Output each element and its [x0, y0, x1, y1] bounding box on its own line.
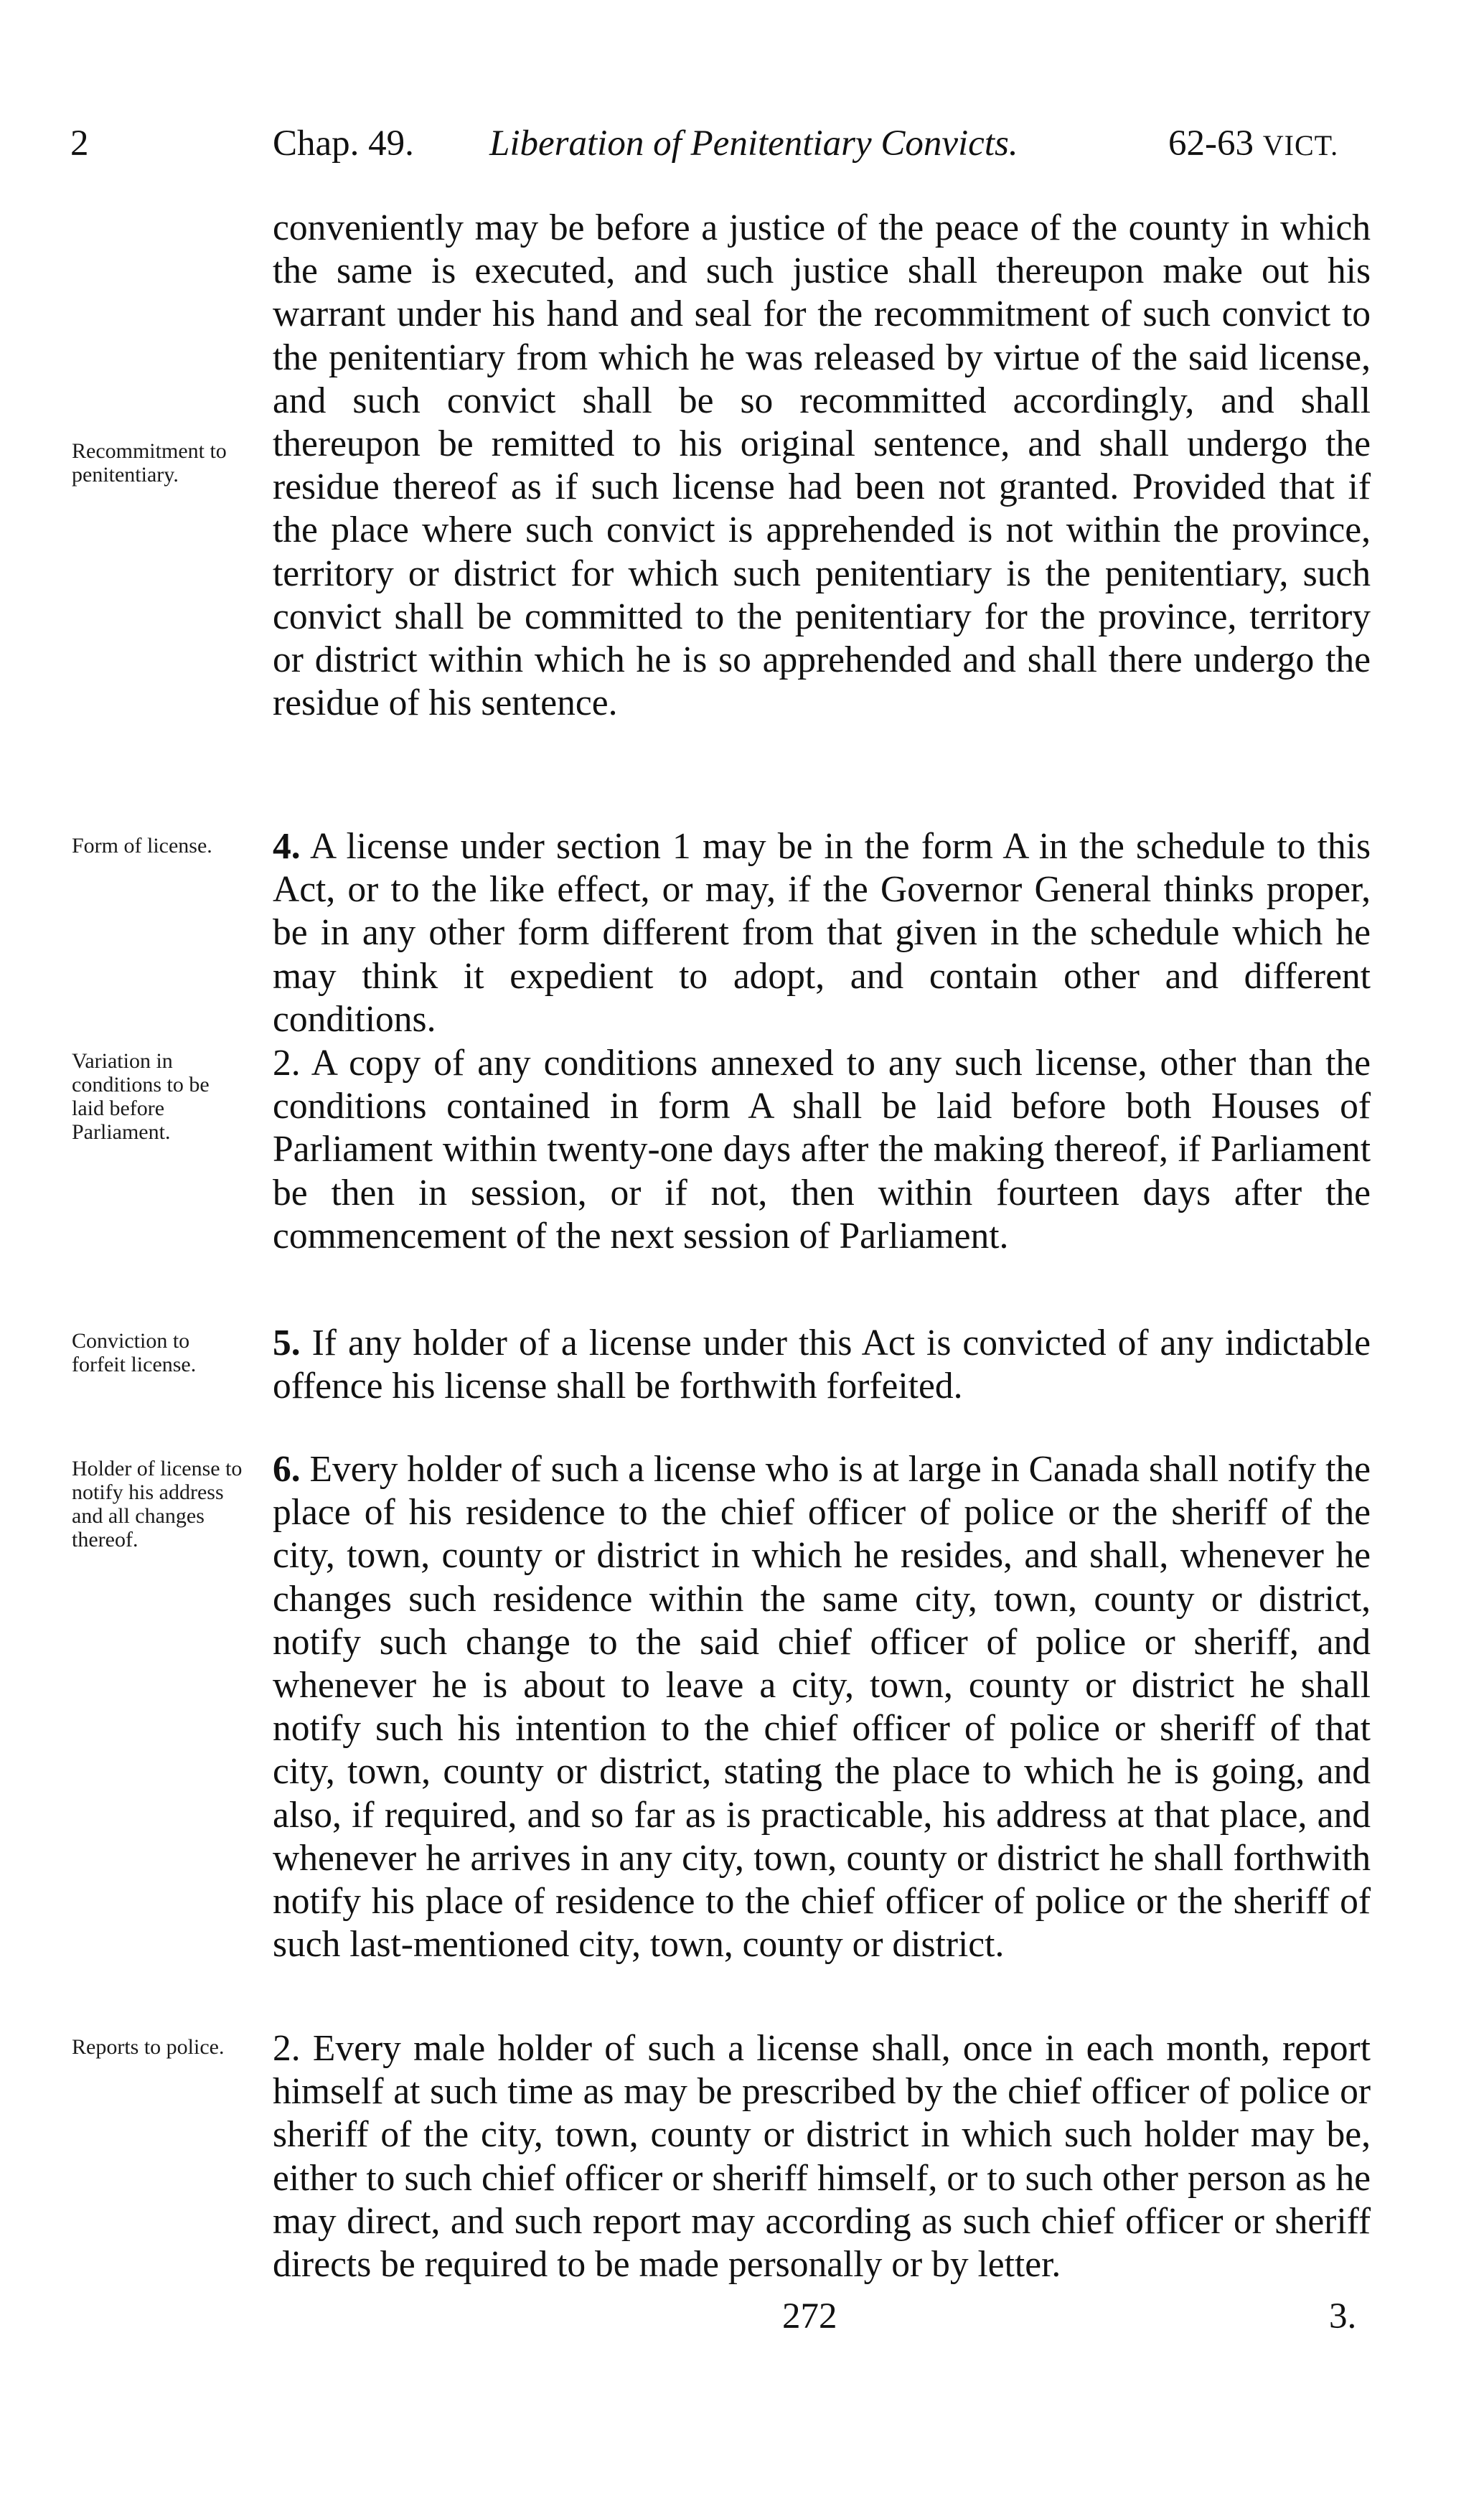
page-number: 2 [70, 123, 89, 164]
signature-mark: 3. [1329, 2296, 1357, 2337]
section-6-number: 6. [273, 1449, 301, 1490]
margin-note-conviction: Conviction to forfeit license. [72, 1329, 197, 1376]
section-4 [273, 825, 1371, 1041]
section-6-subsection-2: 2. Every male holder of such a license shall, once in each month, report himself at such time as may be prescribed by the chief officer of police or sheriff of the city, town, county or district in which such holder may be, either to such chief officer or sheriff himself, or to such other person as he may direct, and such report may according as such chief officer or sheriff directs be required to be made personally or by letter. [273, 2028, 1371, 2286]
section-4-text: A license under section 1 may be in the form A in the schedule to this Act, or to the like effect, or may, if the Governor General thinks proper, be in any other form different from that given in the schedule which he may think it expedient to adopt, and contain other and different conditions. [273, 826, 1371, 1040]
section-4-subsection-2: 2. A copy of any conditions annexed to any such license, other than the conditions contained in form A shall be laid before both Houses of Parliament within twenty-one days after the making thereof, if Parliament be then in session, or if not, then within fourteen days after the commencement of the next session of Parliament. [273, 1043, 1371, 1257]
section-6-text: Every holder of such a license who is at large in Canada shall notify the place of his residence to the chief officer of police or the sheriff of the city, town, county or district in which he resides, and shall, whenever he changes such residence within the same city, town, county or district, notify such change to the said chief officer of police or sheriff, and whenever he is about to leave a city, town, county or district he shall notify such his intention to the chief officer of police or sheriff of that city, town, county or district, stating the place to which he is going, and also, if required, and so far as is practicable, his address at that place, and whenever he arrives in any city, town, county or district he shall forthwith notify his place of residence to the chief officer of police or the sheriff of such last-mentioned city, town, county or district. [273, 1449, 1371, 1966]
section-4-number: 4. [273, 826, 301, 867]
margin-note-reports: Reports to police. [72, 2035, 225, 2059]
page-folio: 272 [782, 2296, 837, 2337]
margin-note-recommitment: Recommitment to penitentiary. [72, 439, 227, 487]
section-5 [273, 1322, 1371, 1408]
chapter-label: Chap. 49. [273, 123, 414, 164]
section-5-text: If any holder of a license under this Act is convicted of any indictable offence his license shall be forthwith forfeited. [273, 1323, 1371, 1407]
regnal-year-sovereign: VICT. [1262, 129, 1339, 161]
section-6 [273, 1448, 1371, 1966]
margin-note-holder-notify: Holder of license to notify his address and all changes thereof. [72, 1457, 243, 1551]
regnal-year-number: 62-63 [1168, 123, 1254, 164]
margin-note-variation: Variation in conditions to be laid before Parliament. [72, 1049, 210, 1144]
continuation-paragraph: conveniently may be before a justice of the peace of the county in which the same is executed, and such justice shall thereupon make out his warrant under his hand and seal for the recommitment of such convict to the penitentiary from which he was released by virtue of the said license, and such convict shall be so recommitted accordingly, and shall thereupon be remitted to his original sentence, and shall undergo the residue thereof as if such license had been not granted. Provided that if the place where such convict is apprehended is not within the province, territory or district for which such penitentiary is the penitentiary, such convict shall be committed to the penitentiary for the province, territory or district within which he is so apprehended and shall there undergo the residue of his sentence. [273, 207, 1371, 724]
margin-note-form-of-license: Form of license. [72, 834, 212, 858]
running-title: Liberation of Penitentiary Convicts. [489, 123, 1018, 164]
regnal-year [1168, 122, 1338, 167]
section-5-number: 5. [273, 1323, 301, 1363]
